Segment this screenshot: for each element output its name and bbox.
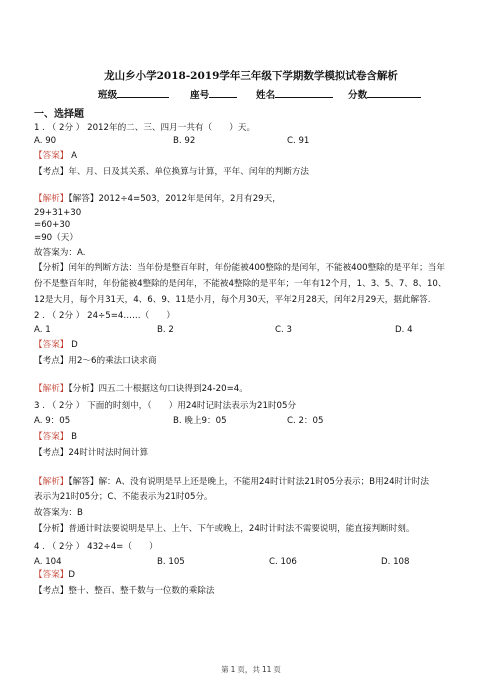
q2-kaodian: 【考点】用2～6的乘法口诀求商 [34,356,157,366]
seat-field [190,87,237,101]
name-label: 姓名 [256,90,276,101]
q3-option-c: C. 2：05 [287,416,324,426]
q1-stem: 1 . （ 2分 ） 2012年的二、三、四月一共有（ ）天。 [34,123,256,133]
q1-option-a: A. 90 [34,136,57,146]
q2-jiexi [34,384,248,395]
q3-jiexi-1 [34,477,429,488]
q4-option-a: A. 104 [34,557,62,567]
footer-page-total: 11 [261,665,272,674]
q1-answer [34,151,77,162]
q2-option-a: A. 1 [34,325,51,335]
q3-option-a: A. 9：05 [34,416,71,426]
q4-option-b: B. 105 [157,557,185,567]
q3-fenxi: 【分析】普通计时法要说明是早上、上午、下午或晚上，24时计时法不需要说明，能直接判断时刻。 [34,524,415,534]
footer-page-end: 页 [273,665,281,674]
q3-answer [34,432,77,443]
q3-stem: 3 . （ 2分 ） 下面的时刻中，（ ）用24时记时法表示为21时05分 [34,401,297,411]
footer-page-num: 1 [230,665,236,674]
score-label: 分数 [348,90,368,101]
page-footer [0,664,502,675]
q2-stem: 2 . （ 2分 ） 24÷5=4……（ ） [34,311,175,321]
jiexi-tag: 【解析】 [34,194,69,204]
q4-answer [34,570,75,581]
jiexi-text: 【解答】2012÷4=503，2012年是闰年，2月有29天， [68,194,281,204]
seat-blank [209,88,237,98]
name-blank [275,88,333,98]
q2-option-b: B. 2 [157,325,174,335]
q4-option-c: C. 106 [269,557,297,567]
answer-value: D [68,570,76,580]
q3-kaodian: 【考点】24时计时法时间计算 [34,448,149,458]
q1-option-b: B. 92 [173,136,196,146]
q1-fenxi-1: 【分析】闰年的判断方法：当年份是整百年时，年份能被400整除的是闰年，不能被400整除的是平年；当年 [34,263,445,273]
class-field [98,87,169,101]
q2-option-c: C. 3 [275,325,292,335]
answer-value: B [71,432,78,442]
class-blank [117,88,169,98]
q1-calc-1: 29+31+30 [34,208,82,218]
q1-option-c: C. 91 [287,136,310,146]
answer-value: D [71,340,78,350]
jiexi-tag: 【解析】 [34,477,69,487]
q1-kaodian: 【考点】年、月、日及其关系、单位换算与计算，平年、闰年的判断方法 [34,167,310,177]
seat-label: 座号 [190,90,210,101]
q3-option-b: B. 晚上9：05 [173,416,227,426]
page-title: 龙山乡小学2018-2019学年三年级下学期数学模拟试卷含解析 [104,70,398,82]
q1-conclusion: 故答案为：A. [34,248,86,258]
jiexi-text: 【分析】四五二十根据这句口诀得到24-20=4。 [68,384,248,394]
q1-calc-2: =60+30 [34,220,71,230]
footer-page-label: 第 [221,665,229,674]
score-blank [367,88,421,98]
q2-answer [34,340,78,351]
footer-page-mid: 页，共 [237,665,260,674]
name-field [256,87,333,101]
jiexi-tag: 【解析】 [34,384,69,394]
q4-kaodian: 【考点】整十、整百、整千数与一位数的乘除法 [34,586,215,596]
q1-calc-3: =90（天） [34,233,78,243]
answer-tag: 【答案】 [34,432,69,442]
q4-stem: 4 . （ 2分 ） 432÷4=（ ） [34,542,158,552]
section-heading: 一、选择题 [34,109,84,120]
q3-jiexi-2: 表示为21时05分；C、不能表示为21时05分。 [34,492,213,502]
q4-option-d: D. 108 [381,557,410,567]
answer-value: A [71,151,78,161]
answer-tag: 【答案】 [34,570,69,580]
jiexi-text: 【解答】解：A、没有说明是早上还是晚上，不能用24时计时法21时05分表示；B用24时计时法 [68,477,429,487]
q3-conclusion: 故答案为：B [34,508,83,518]
q1-fenxi-3: 12是大月，每个月31天，4、6、9、11是小月，每个月30天，平年2月28天，闰年2月29天，据此解答. [34,295,431,305]
answer-tag: 【答案】 [34,151,69,161]
q2-option-d: D. 4 [395,325,413,335]
answer-tag: 【答案】 [34,340,69,350]
q1-fenxi-2: 份不是整百年时，年份能被4整除的是闰年，不能被4整除的是平年；一年有12个月，1、3、5、7、8、10、 [34,279,447,289]
class-label: 班级 [98,90,118,101]
q1-jiexi [34,194,281,205]
score-field [348,87,421,101]
